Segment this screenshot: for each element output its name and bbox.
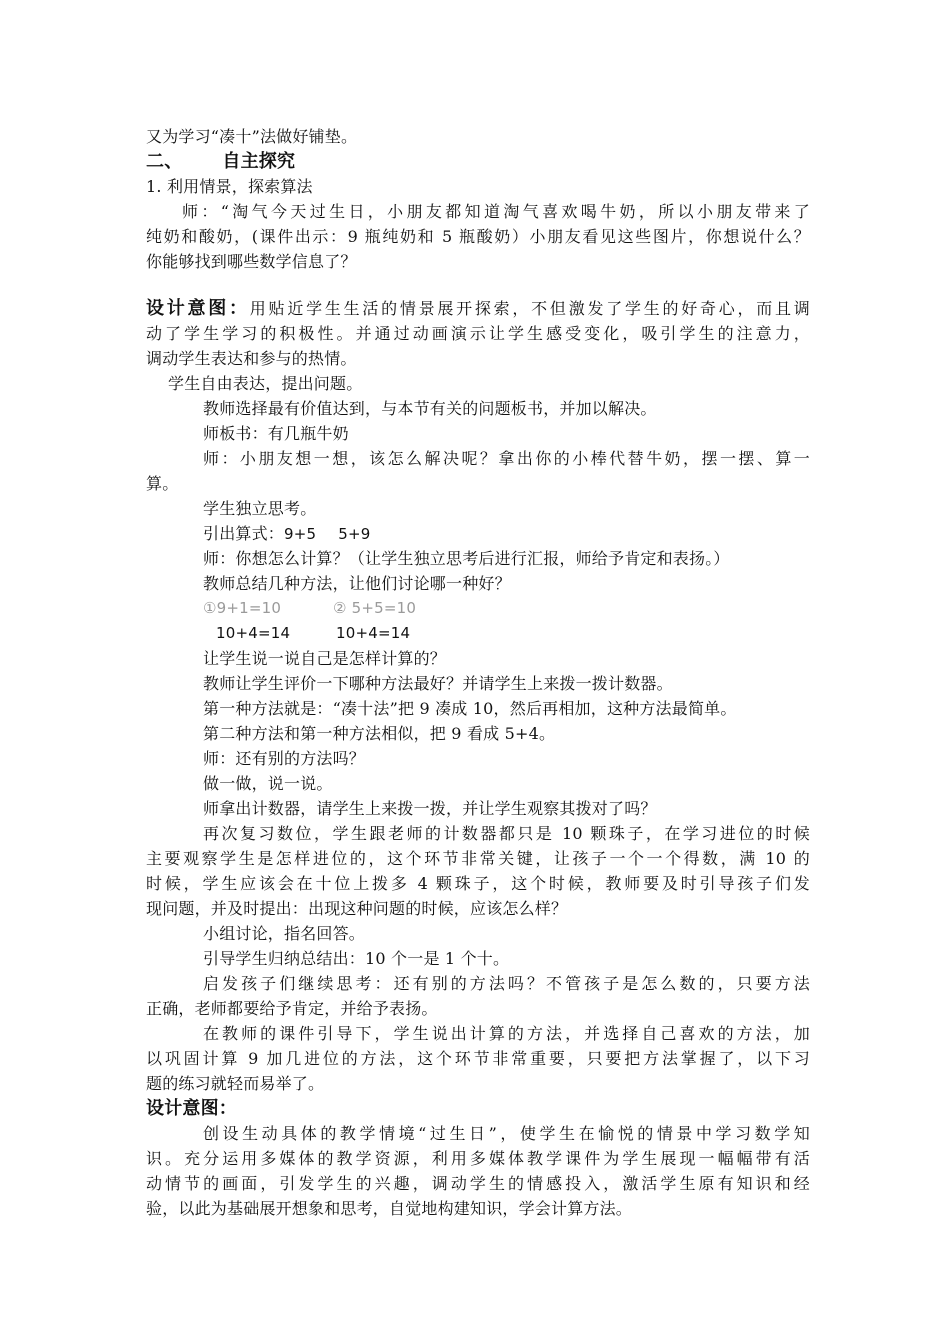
method1-top: ①9+1=10	[203, 599, 282, 617]
method2-top-text: ② 5+5=10	[333, 599, 417, 617]
evaluate-text: 教师让学生评价一下哪种方法最好？并请学生上来拨一拨计数器。	[203, 674, 673, 693]
conclude-text: 引导学生归纳总结出：10 个一是 1 个十。	[203, 949, 510, 968]
think-line2: 算。	[146, 474, 179, 493]
formula-a: 9+5	[284, 525, 317, 543]
think-line1: 师：小朋友想一想，该怎么解决呢？拿出你的小棒代替牛奶，摆一摆、算一	[203, 449, 810, 468]
design-intent-1-line1	[146, 296, 810, 321]
method2-top	[333, 596, 416, 621]
inspire-line2: 正确，老师都要给予肯定，并给予表扬。	[146, 999, 438, 1018]
courseware-line1: 在教师的课件引导下，学生说出计算的方法，并选择自己喜欢的方法，加	[203, 1024, 810, 1043]
subsection-heading: 1. 利用情景，探索算法	[146, 177, 313, 196]
design-intent-2-label: 设计意图：	[146, 1098, 237, 1119]
teacher-choose-text: 教师选择最有价值达到，与本节有关的问题板书，并加以解决。	[203, 399, 657, 418]
design-intent-text: 用贴近学生生活的情景展开探索，不但激发了学生的好奇心，而且调	[249, 299, 810, 318]
design-intent-2-line2: 识。充分运用多媒体的教学资源，利用多媒体教学课件为学生展现一幅幅带有活	[146, 1149, 810, 1168]
group-text: 小组讨论，指名回答。	[203, 924, 366, 943]
methods-top-row	[146, 596, 810, 621]
courseware-line3: 题的练习就轻而易举了。	[146, 1074, 325, 1093]
do-say-text: 做一做，说一说。	[203, 774, 333, 793]
second-method-text: 第二种方法和第一种方法相似，把 9 看成 5+4。	[203, 724, 556, 743]
document-body	[146, 124, 810, 1221]
design-intent-2-line1: 创设生动具体的教学情境“过生日”，使学生在愉悦的情景中学习数学知	[203, 1124, 810, 1143]
formula-line	[146, 521, 810, 546]
para1-line2: 纯奶和酸奶，(课件出示：9 瓶纯奶和 5 瓶酸奶）小朋友看见这些图片，你想说什么？	[146, 227, 810, 246]
section-number: 二、	[146, 151, 183, 172]
summary-text: 教师总结几种方法，让他们讨论哪一种好？	[203, 574, 511, 593]
formula-b: 5+9	[338, 525, 371, 543]
review-line1: 再次复习数位，学生跟老师的计数器都只是 10 颗珠子，在学习进位的时候	[203, 824, 810, 843]
methods-bottom-row	[146, 621, 810, 646]
section-title: 自主探究	[222, 151, 296, 172]
independent-text: 学生独立思考。	[203, 499, 317, 518]
first-method-text: 第一种方法就是：“凑十法”把 9 凑成 10，然后再相加，这种方法最简单。	[203, 699, 737, 718]
courseware-line2: 以巩固计算 9 加几进位的方法，这个环节非常重要，只要把方法掌握了，以下习	[146, 1049, 810, 1068]
say-how-text: 让学生说一说自己是怎样计算的？	[203, 649, 447, 668]
review-line2: 主要观察学生是怎样进位的，这个环节非常关键，让孩子一个一个得数，满 10 的	[146, 849, 810, 868]
design-intent-2-line4: 验，以此为基础展开想象和思考，自觉地构建知识，学会计算方法。	[146, 1199, 633, 1218]
section-heading	[146, 149, 810, 174]
counter-text: 师拿出计数器，请学生上来拨一拨，并让学生观察其拨对了吗？	[203, 799, 657, 818]
intro-end-text: 又为学习“凑十”法做好铺垫。	[146, 127, 358, 146]
para1-line1: 师：“淘气今天过生日，小朋友都知道淘气喜欢喝牛奶，所以小朋友带来了	[182, 202, 810, 221]
formula-label: 引出算式：	[203, 524, 285, 543]
review-line4: 现问题，并及时提出：出现这种问题的时候，应该怎么样？	[146, 899, 568, 918]
other-method-text: 师：还有别的方法吗？	[203, 749, 366, 768]
inspire-line1: 启发孩子们继续思考：还有别的方法吗？不管孩子是怎么数的，只要方法	[203, 974, 810, 993]
method2-bottom: 10+4=14	[336, 624, 411, 642]
how-calc-text: 师：你想怎么计算？（让学生独立思考后进行汇报，师给予肯定和表扬。）	[203, 549, 730, 568]
para1-line3: 你能够找到哪些数学信息了？	[146, 252, 357, 271]
free-express-text: 学生自由表达，提出问题。	[168, 374, 363, 393]
design-intent-1-line3: 调动学生表达和参与的热情。	[146, 349, 357, 368]
board-text: 师板书：有几瓶牛奶	[203, 424, 349, 443]
review-line3: 时候，学生应该会在十位上拨多 4 颗珠子，这个时候，教师要及时引导孩子们发	[146, 874, 810, 893]
method1-bottom: 10+4=14	[216, 624, 291, 642]
design-intent-1-line2: 动了学生学习的积极性。并通过动画演示让学生感受变化，吸引学生的注意力，	[146, 324, 810, 343]
design-intent-2-line3: 动情节的画面，引发学生的兴趣，调动学生的情感投入，激活学生原有知识和经	[146, 1174, 810, 1193]
design-intent-label: 设计意图：	[146, 298, 250, 319]
